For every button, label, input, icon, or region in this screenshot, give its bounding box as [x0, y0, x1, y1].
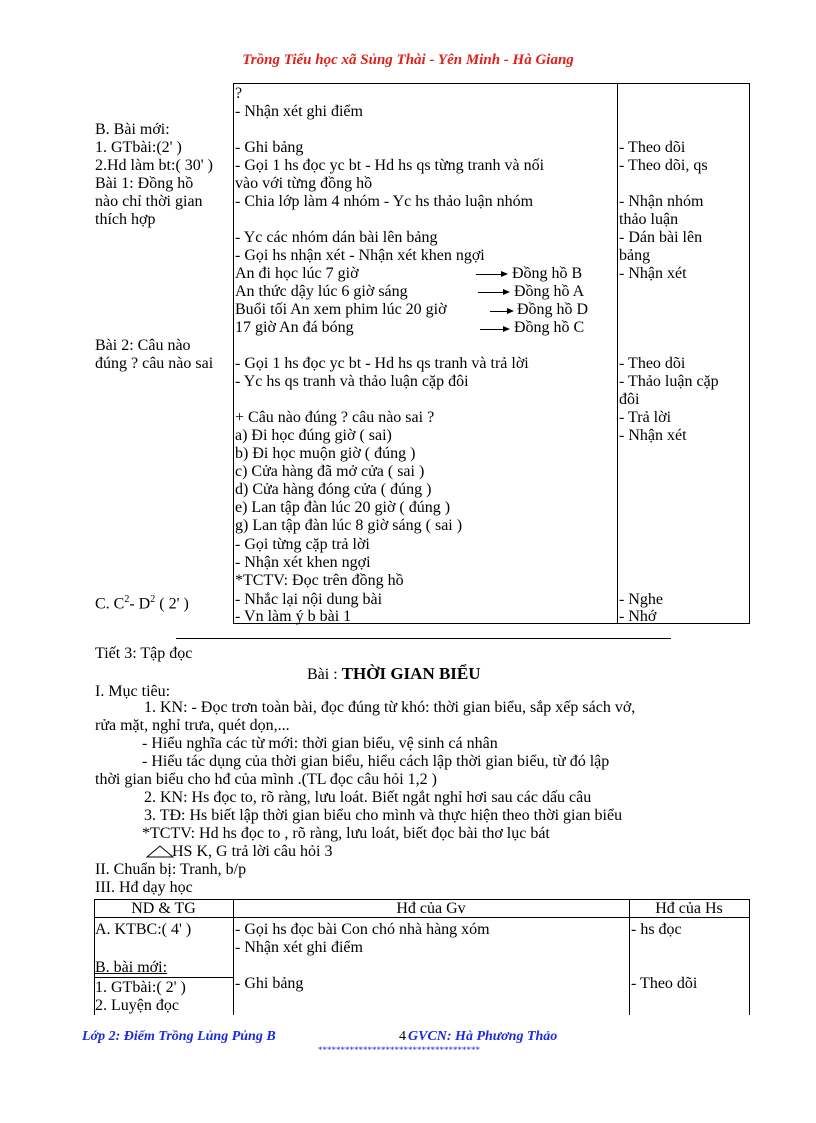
t2-mid-0: - Gọi hs đọc bài Con chó nhà hàng xóm [235, 921, 490, 938]
t2-mid-2: - Ghi bảng [235, 975, 304, 992]
t1-left-2: 2.Hd làm bt:( 30' ) [95, 157, 213, 174]
t1-left-0: B. Bài mới: [95, 121, 170, 138]
arrow-right-icon [490, 311, 512, 312]
table1-right-border [749, 83, 750, 624]
t1-match-clock-4: Đồng hồ C [514, 319, 585, 336]
t1-match-activity-4: 17 giờ An đá bóng [235, 319, 354, 336]
lesson-line-4: - Hiểu tác dụng của thời gian biểu, hiểu cách lập thời gian biểu, từ đó lập [142, 753, 610, 770]
t1-left-section-c: C. $C^2-$ $D^2$ ( 2' ) [95, 594, 189, 613]
table1-top-border [233, 83, 750, 84]
t1-mid-6: - Yc các nhóm dán bài lên bảng [235, 229, 438, 246]
t1-mid-1: - Nhận xét ghi điểm [235, 103, 363, 120]
footer-class: Lớp 2: Điểm Trồng Lủng Pủng B [82, 1029, 276, 1044]
arrow-right-icon [480, 329, 508, 330]
lesson-period: Tiết 3: Tập đọc [95, 645, 193, 662]
page-header: Trồng Tiểu học xã Sủng Thài - Yên Minh - Hà Giang [242, 52, 574, 68]
lesson-line-1: 1. KN: - Đọc trơn toàn bài, đọc đúng từ khó: thời gian biểu, sắp xếp sách vở, [144, 699, 636, 716]
t2-left-1: B. bài mới: [95, 959, 168, 976]
t1-left-6: Bài 2: Câu nào [95, 337, 191, 354]
t2-right-0: - hs đọc [631, 921, 682, 938]
t1-right-3: thảo luận [619, 211, 679, 228]
lesson-line-3: - Hiểu nghĩa các từ mới: thời gian biểu, vệ sinh cá nhân [142, 735, 498, 752]
t1-left-4: nào chỉ thời gian [95, 193, 203, 210]
t1-mid-7: - Gọi hs nhận xét - Nhận xét khen ngợi [235, 247, 485, 264]
lesson-line-0: I. Mục tiêu: [95, 683, 171, 700]
t1-mid-2: - Ghi bảng [235, 139, 304, 156]
t1-match-clock-2: Đồng hồ A [514, 283, 585, 300]
t2-right-1: - Theo dõi [631, 975, 698, 992]
lesson-line-10: II. Chuẩn bị: Tranh, b/p [95, 861, 247, 878]
lesson-line-11: III. Hđ dạy học [95, 879, 193, 896]
arrow-right-icon [476, 274, 506, 275]
footer-stars: ************************************ [318, 1045, 480, 1055]
lesson-line-8: *TCTV: Hd hs đọc to , rõ ràng, lưu loát, biết đọc bài thơ lục bát [142, 825, 550, 842]
t1-right-12: - Nghe [619, 591, 663, 608]
t1-mid-16: - Gọi 1 hs đọc yc bt - Hd hs qs tranh và trả lời [235, 355, 529, 372]
t1-mid-17: - Yc hs qs tranh và thảo luận cặp đôi [235, 373, 469, 390]
t2-header-hs: Hđ của Hs [655, 900, 723, 917]
t1-right-6: - Nhận xét [619, 265, 687, 282]
t1-mid-28: - Nhắc lại nội dung bài [235, 591, 383, 608]
arrow-right-icon [478, 292, 508, 293]
t1-match-activity-3: Buổi tối An xem phim lúc 20 giờ [235, 301, 447, 318]
t1-right-5: bảng [619, 247, 651, 264]
t1-right-4: - Dán bài lên [619, 229, 703, 246]
t1-left-5: thích hợp [95, 211, 156, 228]
lesson-line-6: 2. KN: Hs đọc to, rõ ràng, lưu loát. Biết ngắt nghỉ hơi sau các dấu câu [144, 789, 592, 806]
t1-right-9: đôi [619, 391, 640, 408]
t2-header-gv: Hđ của Gv [396, 900, 466, 917]
t1-left-7: đúng ? câu nào sai [95, 355, 214, 372]
t1-right-7: - Theo dõi [619, 355, 686, 372]
t1-mid-25: - Gọi từng cặp trả lời [235, 536, 370, 553]
t1-right-2: - Nhận nhóm [619, 193, 704, 210]
t1-right-13: - Nhớ [619, 608, 657, 625]
lesson-title-label: Bài : [307, 666, 338, 683]
section-divider [176, 638, 671, 639]
table2-left-subrow-border [94, 977, 233, 978]
t1-match-clock-3: Đồng hồ D [517, 301, 589, 318]
t2-left-0: A. KTBC:( 4' ) [95, 921, 192, 938]
t1-right-8: - Thảo luận cặp [619, 373, 719, 390]
t1-mid-27: *TCTV: Đọc trên đồng hồ [235, 572, 404, 589]
t2-left-3: 2. Luyện đọc [95, 997, 179, 1014]
t1-mid-0: ? [235, 85, 243, 102]
t1-right-1: - Theo dõi, qs [619, 157, 708, 174]
t1-mid-18: + Câu nào đúng ? câu nào sai ? [235, 409, 435, 426]
t1-mid-24: g) Lan tập đàn lúc 8 giờ sáng ( sai ) [235, 517, 463, 534]
lesson-line-2: rửa mặt, nghỉ trưa, quét dọn,... [95, 717, 290, 734]
t1-mid-29: - Vn làm ý b bài 1 [235, 608, 352, 625]
t1-right-10: - Trả lời [619, 409, 672, 426]
lesson-line-9: HS K, G trả lời câu hỏi 3 [172, 843, 333, 860]
t1-mid-21: c) Cửa hàng đã mở cửa ( sai ) [235, 463, 425, 480]
t1-mid-26: - Nhận xét khen ngợi [235, 554, 371, 571]
lesson-title-row [307, 664, 481, 684]
t1-left-3: Bài 1: Đồng hồ [95, 175, 194, 192]
t1-mid-3: - Gọi 1 hs đọc yc bt - Hd hs qs từng tranh và nối [235, 157, 545, 174]
footer-teacher: GVCN: Hà Phương Thảo [408, 1029, 558, 1044]
table1-col-divider-2 [617, 83, 618, 624]
t1-mid-22: d) Cửa hàng đóng cửa ( đúng ) [235, 481, 432, 498]
page-number: 4 [399, 1029, 406, 1044]
t1-match-clock-1: Đồng hồ B [512, 265, 583, 282]
lesson-line-7: 3. TĐ: Hs biết lập thời gian biểu cho mình và thực hiện theo thời gian biểu [144, 807, 623, 824]
t1-left-1: 1. GTbài:(2' ) [95, 139, 182, 156]
table2-right-border [749, 899, 750, 1015]
t1-mid-23: e) Lan tập đàn lúc 20 giờ ( đúng ) [235, 499, 451, 516]
t2-mid-1: - Nhận xét ghi điểm [235, 939, 363, 956]
lesson-title: THỜI GIAN BIỂU [341, 664, 481, 683]
t1-right-11: - Nhận xét [619, 427, 687, 444]
t1-right-0: - Theo dõi [619, 139, 686, 156]
t1-mid-20: b) Đi học muộn giờ ( đúng ) [235, 445, 416, 462]
triangle-icon [146, 845, 174, 858]
t1-mid-5: - Chia lớp làm 4 nhóm - Yc hs thảo luận nhóm [235, 193, 534, 210]
lesson-line-5: thời gian biểu cho hđ của mình .(TL đọc câu hỏi 1,2 ) [95, 771, 437, 788]
t1-match-activity-1: An đi học lúc 7 giờ [235, 265, 359, 282]
t1-match-activity-2: An thức dậy lúc 6 giờ sáng [235, 283, 408, 300]
t2-header-nd: ND & TG [131, 900, 196, 917]
t1-mid-19: a) Đi học đúng giờ ( sai) [235, 427, 392, 444]
t1-mid-4: vào với từng đồng hồ [235, 175, 373, 192]
table1-col-divider-1 [233, 83, 234, 624]
t2-left-2: 1. GTbài:( 2' ) [95, 979, 186, 996]
